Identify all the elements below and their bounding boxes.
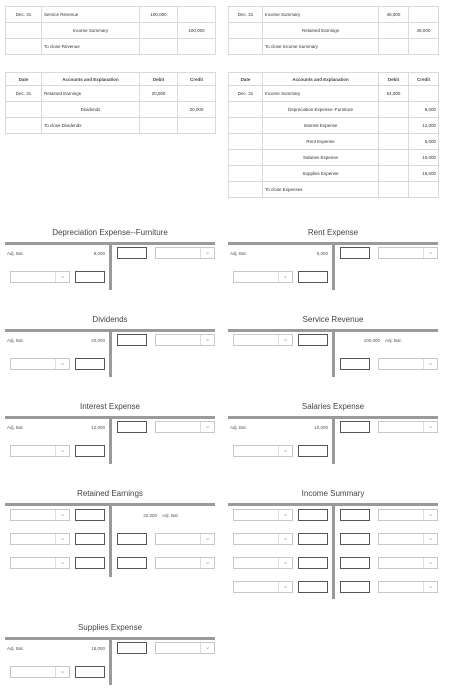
account-cell: To close Revenue [42, 39, 140, 55]
adj-bal-label: Adj. Bal. [7, 425, 24, 430]
credit-cell [178, 86, 216, 102]
chevron-down-icon: ⌄ [55, 359, 69, 369]
debit-cell [140, 102, 178, 118]
adj-bal-label: Adj. Bal. [230, 251, 247, 256]
amount-input[interactable] [340, 557, 370, 569]
credit-cell [409, 86, 439, 102]
date-cell: Dec. 31 [6, 7, 42, 23]
taccount-interest [5, 402, 215, 464]
chevron-down-icon: ⌄ [200, 534, 214, 544]
table-row [6, 102, 216, 118]
chevron-down-icon: ⌄ [200, 422, 214, 432]
account-cell: Retained Earnings [263, 23, 379, 39]
table-row [229, 182, 439, 198]
taccount-retained-earnings [5, 489, 215, 579]
date-cell [229, 102, 263, 118]
taccount-row [228, 533, 438, 547]
date-cell [6, 23, 42, 39]
debit-cell: 54,000 [379, 86, 409, 102]
chevron-down-icon: ⌄ [423, 422, 437, 432]
col-accounts: Accounts and Explanation [42, 73, 140, 86]
amount-input[interactable] [75, 533, 105, 545]
debit-cell [140, 39, 178, 55]
adj-bal-amount: 100,000 [363, 338, 380, 343]
credit-cell: 5,000 [409, 134, 439, 150]
taccount-rent [228, 228, 438, 290]
taccount-row [228, 271, 438, 285]
chevron-down-icon: ⌄ [278, 335, 292, 345]
taccount-title: Income Summary [301, 489, 365, 498]
credit-cell [409, 182, 439, 198]
chevron-down-icon: ⌄ [200, 248, 214, 258]
account-select[interactable] [10, 666, 70, 678]
chevron-down-icon: ⌄ [423, 582, 437, 592]
col-debit: Debit [379, 73, 409, 86]
taccount-supplies [5, 623, 215, 685]
table-row [229, 102, 439, 118]
taccount-row [5, 247, 215, 261]
account-select[interactable] [155, 642, 215, 654]
taccount-row [5, 642, 215, 656]
chevron-down-icon: ⌄ [423, 534, 437, 544]
table-row [229, 166, 439, 182]
chevron-down-icon: ⌄ [200, 643, 214, 653]
table-row [229, 150, 439, 166]
debit-cell [379, 166, 409, 182]
taccount-title: Supplies Expense [77, 623, 143, 632]
amount-input[interactable] [298, 271, 328, 283]
taccount-row [228, 509, 438, 523]
credit-cell: 10,000 [409, 150, 439, 166]
debit-cell [379, 39, 409, 55]
account-select[interactable] [233, 334, 293, 346]
chevron-down-icon: ⌄ [278, 534, 292, 544]
chevron-down-icon: ⌄ [278, 558, 292, 568]
chevron-down-icon: ⌄ [278, 272, 292, 282]
date-cell [6, 102, 42, 118]
col-debit: Debit [140, 73, 178, 86]
taccount-depreciation [5, 228, 215, 290]
date-cell [229, 23, 263, 39]
taccount-row [5, 666, 215, 680]
credit-cell: 46,000 [409, 23, 439, 39]
credit-cell [409, 7, 439, 23]
amount-input[interactable] [75, 666, 105, 678]
account-cell: Income Summary [42, 23, 140, 39]
col-date: Date [6, 73, 42, 86]
amount-input[interactable] [340, 358, 370, 370]
account-cell: Dividends [42, 102, 140, 118]
credit-cell: 100,000 [178, 23, 216, 39]
taccount-title: Dividends [92, 315, 128, 324]
taccount-row [5, 557, 215, 571]
adj-bal-amount: 5,000 [316, 251, 328, 256]
account-select[interactable] [233, 271, 293, 283]
col-credit: Credit [409, 73, 439, 86]
table-row [229, 7, 439, 23]
table-row [6, 7, 216, 23]
taccount-row [228, 581, 438, 595]
date-cell [229, 182, 263, 198]
account-select[interactable] [10, 557, 70, 569]
account-cell: To close Income Summary [263, 39, 379, 55]
adj-bal-label: Adj. Bal. [162, 513, 179, 518]
chevron-down-icon: ⌄ [55, 534, 69, 544]
amount-input[interactable] [117, 421, 147, 433]
account-select[interactable] [10, 509, 70, 521]
credit-cell [178, 39, 216, 55]
account-select[interactable] [378, 509, 438, 521]
taccount-row [228, 247, 438, 261]
table-row [229, 39, 439, 55]
chevron-down-icon: ⌄ [55, 510, 69, 520]
debit-cell [379, 118, 409, 134]
amount-input[interactable] [340, 421, 370, 433]
amount-input[interactable] [75, 445, 105, 457]
credit-cell [409, 39, 439, 55]
account-select[interactable] [378, 557, 438, 569]
credit-cell: 20,000 [178, 102, 216, 118]
taccount-row [5, 334, 215, 348]
table-header [229, 73, 439, 86]
credit-cell [178, 7, 216, 23]
date-cell [229, 118, 263, 134]
amount-input[interactable] [298, 533, 328, 545]
journal-close-dividends [5, 72, 216, 134]
table-row [6, 118, 216, 134]
amount-input[interactable] [298, 581, 328, 593]
taccount-service-revenue [228, 315, 438, 377]
account-cell: Supplies Expense [263, 166, 379, 182]
taccount-row [5, 358, 215, 372]
account-select[interactable] [155, 334, 215, 346]
account-cell: Income Summary [263, 7, 379, 23]
account-select[interactable] [378, 358, 438, 370]
account-select[interactable] [378, 581, 438, 593]
debit-cell: 20,000 [140, 86, 178, 102]
chevron-down-icon: ⌄ [55, 558, 69, 568]
taccount-title: Interest Expense [79, 402, 141, 411]
adj-bal-label: Adj. Bal. [7, 251, 24, 256]
table-row [6, 86, 216, 102]
debit-cell [379, 150, 409, 166]
taccount-dividends [5, 315, 215, 377]
account-select[interactable] [378, 533, 438, 545]
account-cell: Depreciation Expense--Furniture [263, 102, 379, 118]
taccount-title: Depreciation Expense--Furniture [52, 228, 168, 237]
account-select[interactable] [10, 533, 70, 545]
credit-cell: 9,000 [409, 102, 439, 118]
adj-bal-amount: 12,000 [91, 425, 105, 430]
account-cell: Service Revenue [42, 7, 140, 23]
debit-cell: 100,000 [140, 7, 178, 23]
date-cell [229, 166, 263, 182]
table-row [6, 39, 216, 55]
taccount-salaries [228, 402, 438, 464]
amount-input[interactable] [117, 642, 147, 654]
amount-input[interactable] [117, 334, 147, 346]
adj-bal-amount: 10,000 [314, 425, 328, 430]
amount-input[interactable] [298, 334, 328, 346]
date-cell [229, 150, 263, 166]
table-header [6, 73, 216, 86]
adj-bal-amount: 20,000 [91, 338, 105, 343]
amount-input[interactable] [75, 557, 105, 569]
amount-input[interactable] [298, 445, 328, 457]
chevron-down-icon: ⌄ [423, 359, 437, 369]
chevron-down-icon: ⌄ [200, 335, 214, 345]
date-cell [6, 118, 42, 134]
debit-cell [379, 134, 409, 150]
amount-input[interactable] [340, 581, 370, 593]
credit-cell: 18,000 [409, 166, 439, 182]
taccount-income-summary [228, 489, 438, 601]
col-date: Date [229, 73, 263, 86]
adj-bal-amount: 18,000 [91, 646, 105, 651]
account-select[interactable] [233, 533, 293, 545]
account-select[interactable] [155, 247, 215, 259]
amount-input[interactable] [75, 509, 105, 521]
chevron-down-icon: ⌄ [55, 272, 69, 282]
date-cell [229, 134, 263, 150]
credit-cell: 12,000 [409, 118, 439, 134]
chevron-down-icon: ⌄ [278, 510, 292, 520]
debit-cell [379, 23, 409, 39]
debit-cell [379, 182, 409, 198]
adj-bal-label: Adj. Bal. [7, 646, 24, 651]
taccount-row [5, 445, 215, 459]
taccount-row [5, 421, 215, 435]
col-credit: Credit [178, 73, 216, 86]
adj-bal-label: Adj. Bal. [7, 338, 24, 343]
adj-bal-label: Adj. Bal. [385, 338, 402, 343]
taccount-row [5, 533, 215, 547]
account-select[interactable] [378, 421, 438, 433]
account-select[interactable] [155, 421, 215, 433]
amount-input[interactable] [117, 247, 147, 259]
account-select[interactable] [233, 557, 293, 569]
debit-cell [140, 23, 178, 39]
account-cell: Salaries Expense [263, 150, 379, 166]
account-select[interactable] [10, 445, 70, 457]
adj-bal-amount: 32,000 [143, 513, 157, 518]
account-cell: Interest Expense [263, 118, 379, 134]
amount-input[interactable] [117, 557, 147, 569]
taccount-title: Retained Earnings [77, 489, 143, 498]
amount-input[interactable] [340, 533, 370, 545]
table-row [6, 23, 216, 39]
amount-input[interactable] [340, 247, 370, 259]
account-select[interactable] [233, 445, 293, 457]
date-cell: Dec. 31 [6, 86, 42, 102]
chevron-down-icon: ⌄ [55, 667, 69, 677]
account-cell: Income Summary [263, 86, 379, 102]
journal-close-revenue [5, 6, 216, 55]
account-cell: Rent Expense [263, 134, 379, 150]
account-select[interactable] [10, 358, 70, 370]
account-select[interactable] [233, 581, 293, 593]
chevron-down-icon: ⌄ [423, 558, 437, 568]
chevron-down-icon: ⌄ [278, 582, 292, 592]
taccount-title: Service Revenue [302, 315, 364, 324]
account-cell: Retained Earnings [42, 86, 140, 102]
debit-cell [140, 118, 178, 134]
amount-input[interactable] [298, 557, 328, 569]
table-row [229, 23, 439, 39]
taccount-row [5, 509, 215, 523]
chevron-down-icon: ⌄ [55, 446, 69, 456]
taccount-title: Rent Expense [307, 228, 359, 237]
journal-close-expenses [228, 72, 439, 198]
chevron-down-icon: ⌄ [423, 510, 437, 520]
adj-bal-label: Adj. Bal. [230, 425, 247, 430]
taccount-row [228, 334, 438, 348]
account-select[interactable] [233, 509, 293, 521]
debit-cell: 46,000 [379, 7, 409, 23]
taccount-row [228, 557, 438, 571]
table-row [229, 134, 439, 150]
account-select[interactable] [378, 247, 438, 259]
account-select[interactable] [10, 271, 70, 283]
chevron-down-icon: ⌄ [423, 248, 437, 258]
taccount-row [228, 358, 438, 372]
table-row [229, 118, 439, 134]
date-cell: Dec. 31 [229, 7, 263, 23]
date-cell: Dec. 31 [229, 86, 263, 102]
account-select[interactable] [155, 557, 215, 569]
taccount-title: Salaries Expense [301, 402, 365, 411]
account-cell: To close Dividends [42, 118, 140, 134]
col-accounts: Accounts and Explanation [263, 73, 379, 86]
date-cell [6, 39, 42, 55]
journal-close-income-summary [228, 6, 439, 55]
debit-cell [379, 102, 409, 118]
taccount-row [228, 445, 438, 459]
amount-input[interactable] [298, 509, 328, 521]
chevron-down-icon: ⌄ [200, 558, 214, 568]
amount-input[interactable] [75, 271, 105, 283]
table-row [229, 86, 439, 102]
account-select[interactable] [155, 533, 215, 545]
taccount-row [5, 271, 215, 285]
credit-cell [178, 118, 216, 134]
adj-bal-amount: 9,000 [93, 251, 105, 256]
taccount-row [228, 421, 438, 435]
account-cell: To close Expenses [263, 182, 379, 198]
amount-input[interactable] [75, 358, 105, 370]
amount-input[interactable] [117, 533, 147, 545]
date-cell [229, 39, 263, 55]
chevron-down-icon: ⌄ [278, 446, 292, 456]
amount-input[interactable] [340, 509, 370, 521]
